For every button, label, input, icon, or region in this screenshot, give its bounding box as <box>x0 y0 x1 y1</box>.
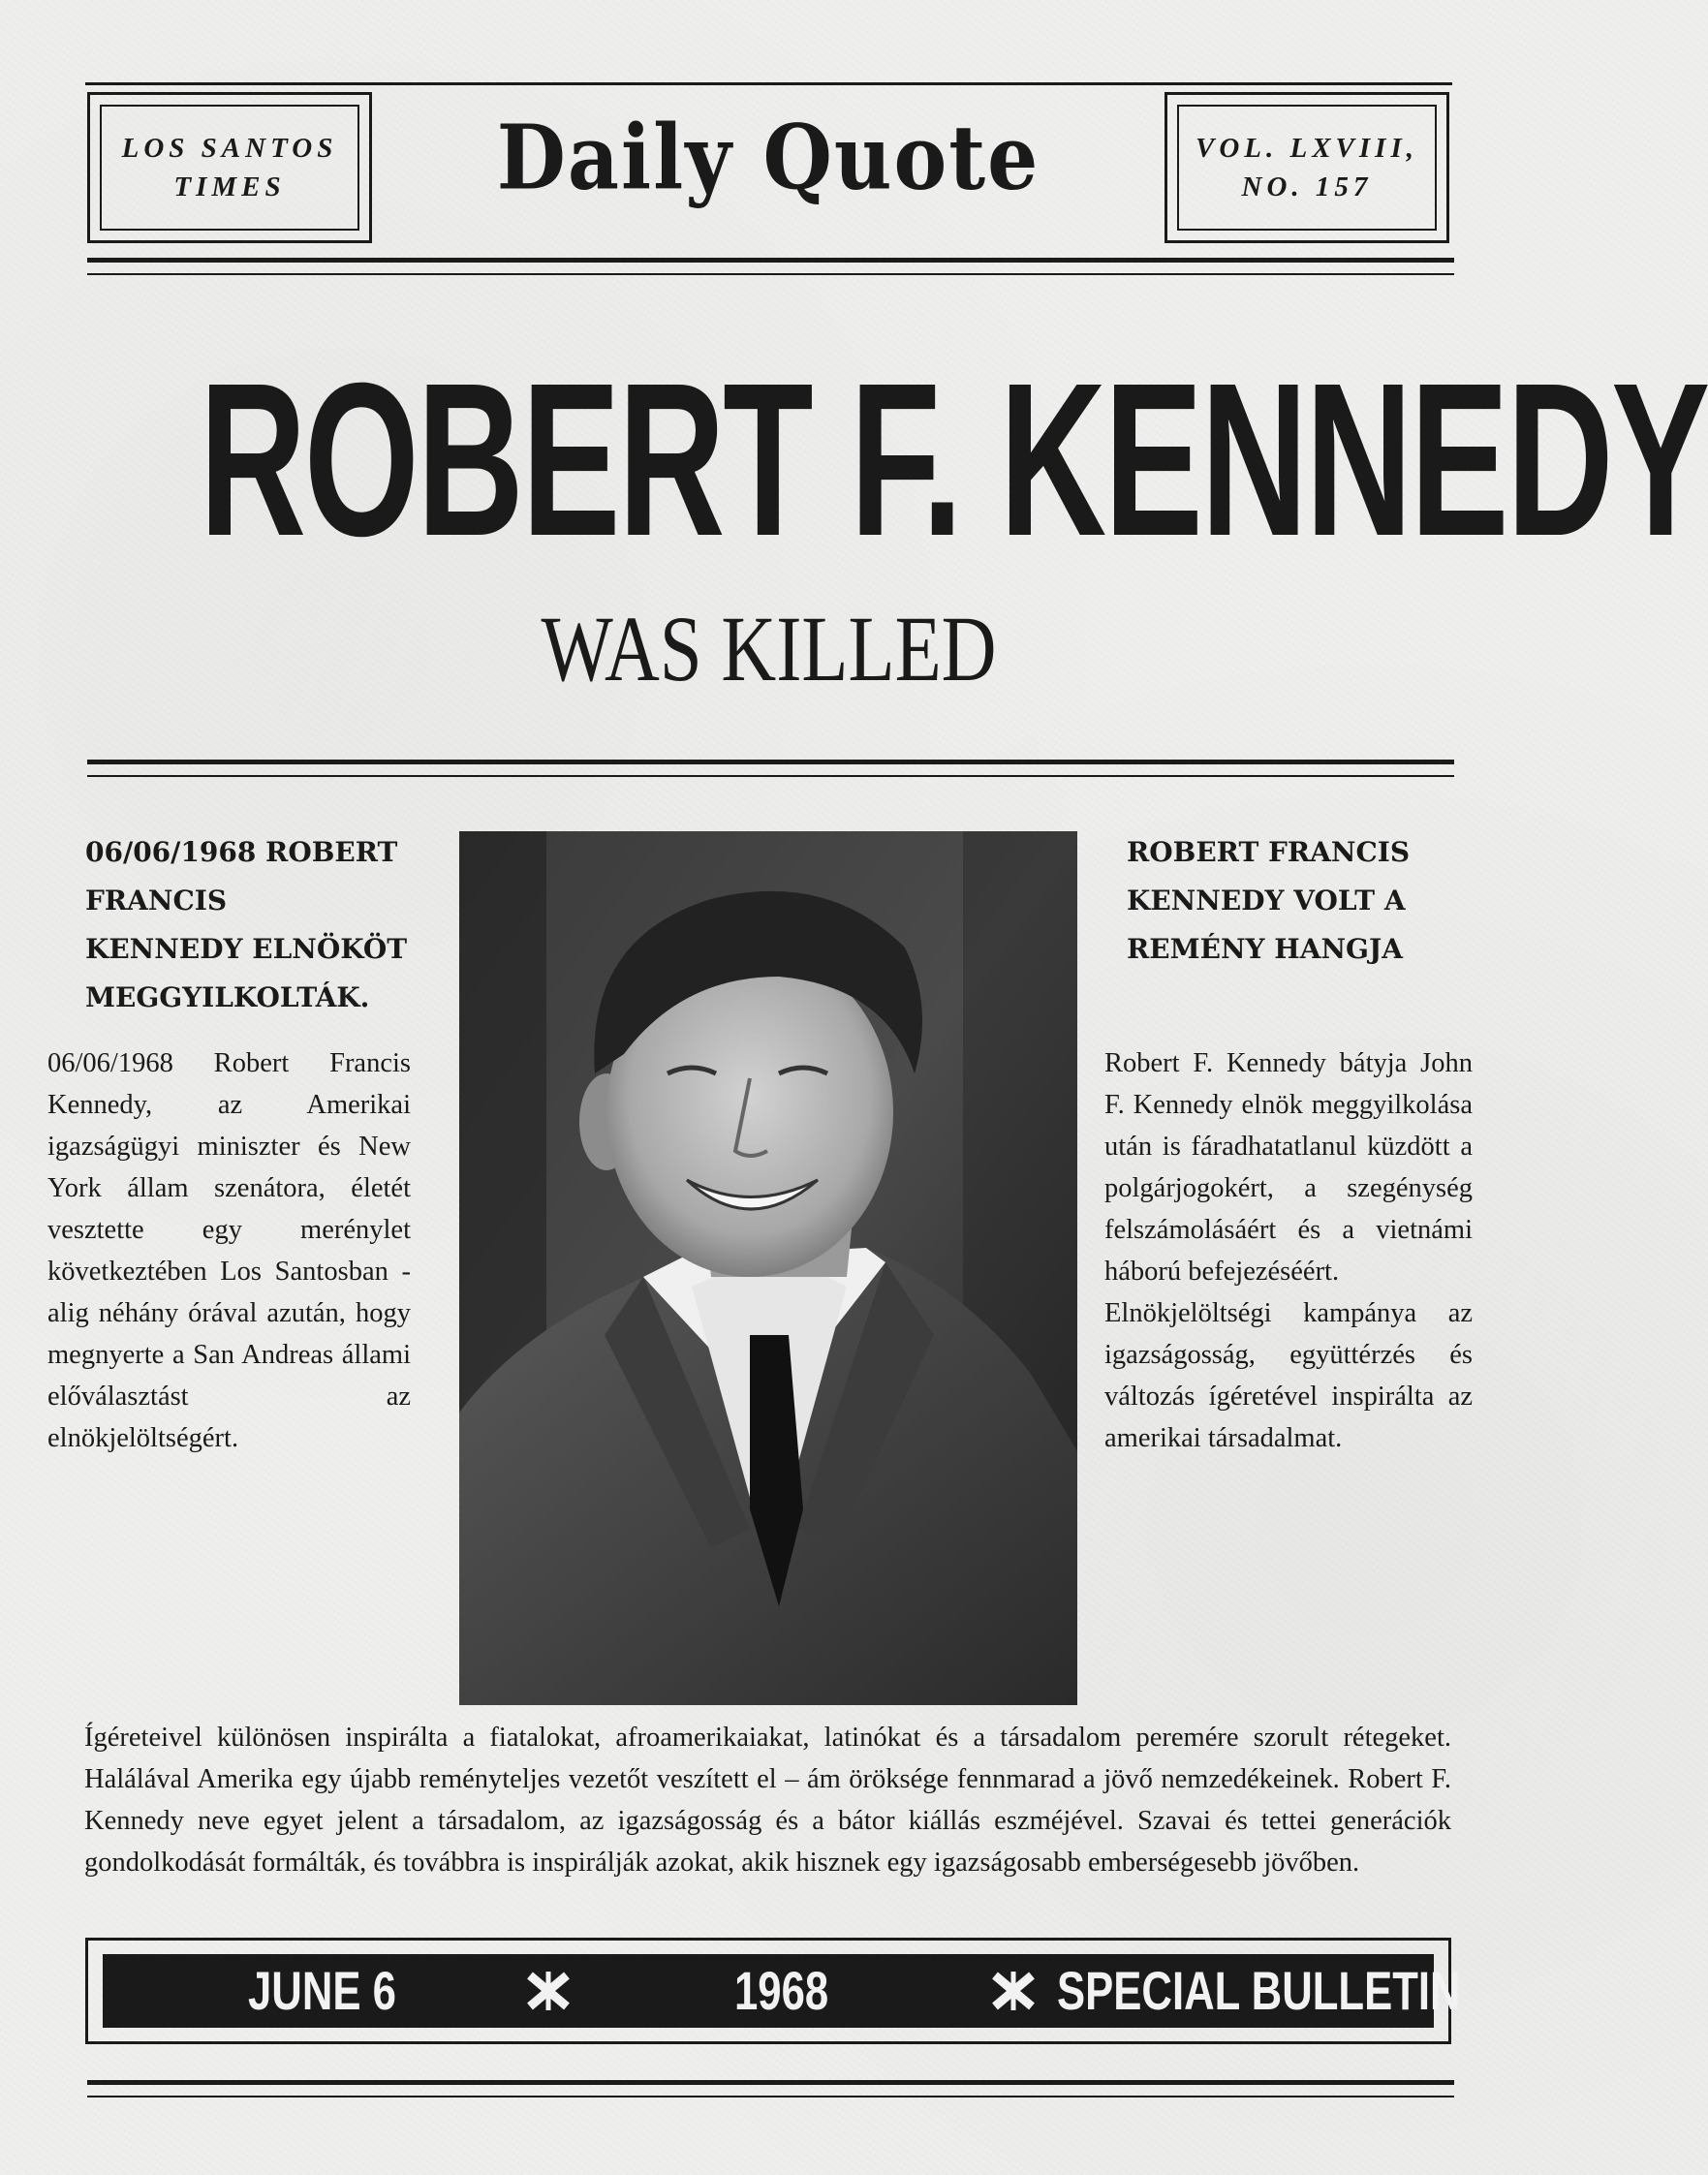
masthead-top-rule <box>85 82 1452 85</box>
bulletin-year: 1968 <box>734 1960 829 2021</box>
footer-rule-thin <box>87 2096 1454 2097</box>
right-column-paragraph-2: Elnökjelöltségi kampánya az igazságosság, együttérzés és változás ígéretével inspirálta az amerikai társadalmat. <box>1104 1298 1473 1453</box>
right-heading-line: KENNEDY VOLT A <box>1127 885 1406 917</box>
right-column-heading <box>1127 828 1475 974</box>
masthead-left-badge-line1: LOS SANTOS <box>121 133 338 164</box>
right-heading-line: ROBERT FRANCIS <box>1127 836 1411 868</box>
star-icon <box>526 1972 571 2010</box>
headline-rule-thin <box>87 775 1454 777</box>
right-heading-line: REMÉNY HANGJA <box>1127 933 1403 965</box>
left-heading-line: MEGGYILKOLTÁK. <box>85 981 370 1013</box>
masthead-left-badge <box>87 92 372 243</box>
bulletin-banner <box>85 1938 1461 2044</box>
left-column-body: 06/06/1968 Robert Francis Kennedy, az Amerikai igazságügyi miniszter és New York állam szenátora, életét vesztette egy merénylet következtében Los Santosban - alig néhány órával azután, hogy megnyerte a San Andreas állami előválasztást az elnökjelöltségért. <box>47 1048 411 1453</box>
bottom-paragraph: Ígéreteivel különösen inspirálta a fiatalokat, afroamerikaiakat, latinókat és a társadalom peremére szorult rétegeket. Halálával Amerika egy újabb reményteljes vezetőt veszített el – ám öröksége fennmarad a jövő nemzedékeinek. Robert F. Kennedy neve egyet jelent a társadalom, az igazságosság és a bátor kiállás eszméjével. Szavai és tettei generációk gondolkodását formálták, és továbbra is inspirálják azokat, akik hisznek egy igazságosabb emberségesebb jövőben. <box>84 1723 1451 1878</box>
left-column-heading <box>85 828 434 1022</box>
left-heading-line: FRANCIS <box>85 885 228 917</box>
headline: ROBERT F. KENNEDY <box>199 337 1708 582</box>
left-heading-line: 06/06/1968 ROBERT <box>85 836 398 868</box>
bulletin-date: JUNE 6 <box>248 1960 396 2021</box>
left-heading-line: KENNEDY ELNÖKÖT <box>85 933 408 965</box>
masthead-right-badge-line2: NO. 157 <box>1241 171 1373 202</box>
right-column-paragraph-1: Robert F. Kennedy bátyja John F. Kennedy elnök meggyilkolása után is fáradhatatlanul küzdött a polgárjogokért, a szegénység felszámolásáért és a vietnámi háború befejezéséért. <box>1104 1048 1473 1287</box>
star-icon <box>991 1972 1036 2010</box>
masthead-rule-thick <box>87 258 1454 263</box>
bulletin-label: SPECIAL BULLETIN <box>1057 1960 1461 2021</box>
masthead-right-badge <box>1165 92 1449 243</box>
masthead-title: Daily Quote <box>496 106 1040 210</box>
masthead-left-badge-line2: TIMES <box>173 171 286 202</box>
footer-rule-thick <box>87 2080 1454 2085</box>
subheadline: WAS KILLED <box>541 597 997 700</box>
masthead-right-badge-line1: VOL. LXVIII, <box>1195 133 1418 164</box>
right-column-body <box>1104 1042 1473 1459</box>
masthead-rule-thin <box>87 273 1454 275</box>
headline-rule-thick <box>87 760 1454 764</box>
kennedy-portrait-photo <box>459 831 1077 1705</box>
